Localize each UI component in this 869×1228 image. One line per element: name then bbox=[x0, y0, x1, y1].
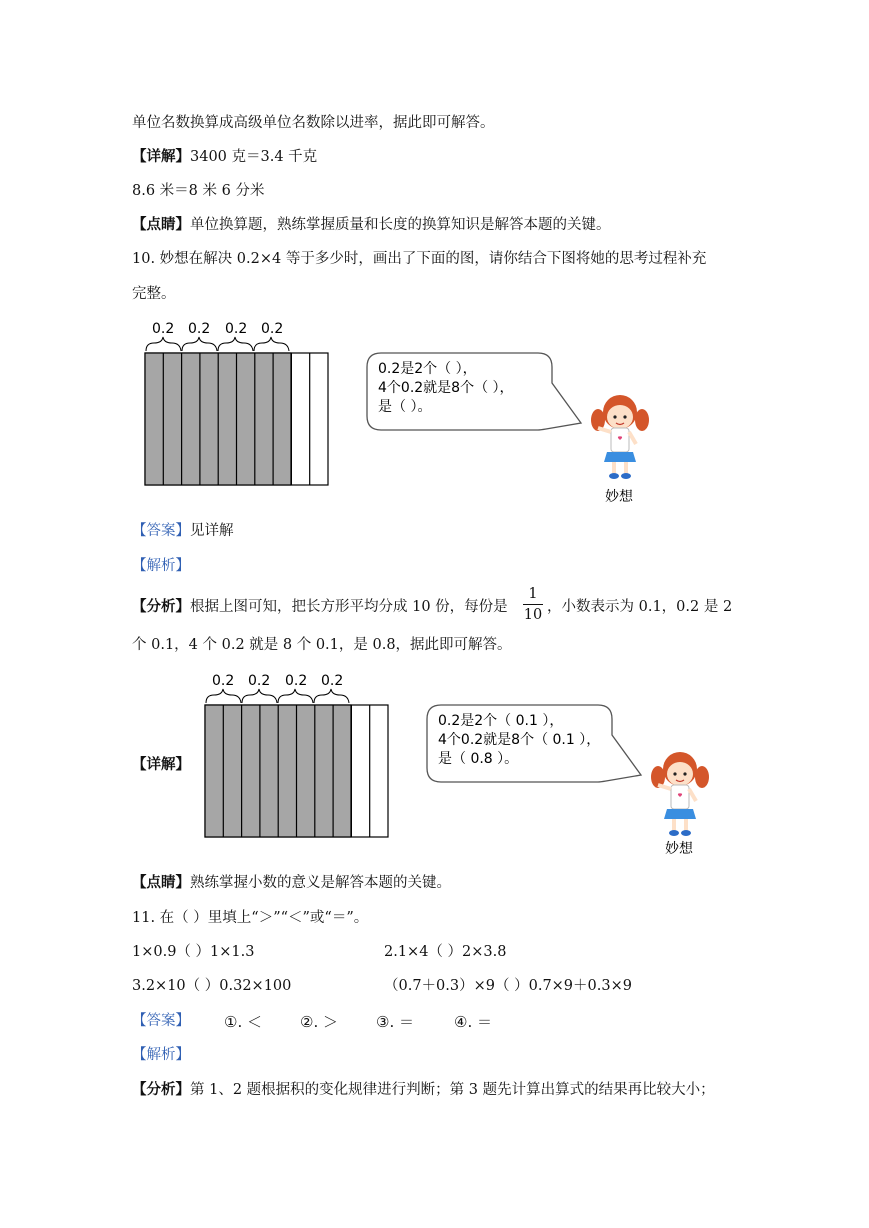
detail-line bbox=[132, 147, 317, 167]
fenxi-text: 根据上图可知，把长方形平均分成 10 份，每份是 bbox=[190, 599, 508, 615]
fenxi-text: 第 1、2 题根据积的变化规律进行判断；第 3 题先计算出算式的结果再比较大小； bbox=[190, 1082, 715, 1098]
q11-item: 1×0.9（ ）1×1.3 bbox=[132, 944, 255, 960]
question-10-cont: 完整。 bbox=[132, 286, 176, 302]
fraction bbox=[521, 585, 545, 624]
fenxi-line-2: 个 0.1，4 个 0.2 就是 8 个 0.1，是 0.8，据此即可解答。 bbox=[132, 637, 512, 653]
girl-name: 妙想 bbox=[665, 841, 693, 857]
detail-text: 3400 克＝3.4 千克 bbox=[190, 149, 318, 165]
analysis-tag-2: 【解析】 bbox=[132, 1047, 190, 1063]
answer-item: ③. ＝ bbox=[376, 1013, 414, 1031]
figure-1-braces bbox=[146, 337, 289, 351]
q11-item: 2.1×4（ ）2×3.8 bbox=[384, 944, 507, 960]
bubble-line: 是（ 0.8 ）。 bbox=[438, 751, 519, 767]
detail-tag: 【详解】 bbox=[132, 756, 190, 773]
girl-illustration bbox=[651, 752, 709, 836]
bubble-line: 0.2是2个（ 0.1 ）， bbox=[438, 713, 564, 729]
detail-tag: 【详解】 bbox=[132, 148, 190, 165]
q11-item: （0.7＋0.3）×9（ ）0.7×9＋0.3×9 bbox=[384, 978, 632, 994]
brace-label: 0.2 bbox=[188, 321, 211, 337]
answer-tag: 【答案】 bbox=[132, 523, 190, 539]
question-11: 11. 在（ ）里填上“＞”“＜”或“＝”。 bbox=[132, 910, 369, 926]
tip-tag: 【点睛】 bbox=[132, 216, 190, 233]
answer-item: ②. ＞ bbox=[300, 1013, 338, 1031]
brace-label: 0.2 bbox=[152, 321, 175, 337]
fraction-denominator: 10 bbox=[523, 607, 543, 623]
bubble-line: 4个0.2就是8个（ 0.1 ）， bbox=[438, 732, 601, 748]
answer-line bbox=[132, 521, 234, 541]
answer-tag-2: 【答案】 bbox=[132, 1013, 190, 1029]
tip-line-2 bbox=[132, 873, 451, 893]
fraction-numerator: 1 bbox=[528, 586, 538, 602]
brace-label: 0.2 bbox=[285, 673, 308, 689]
detail-tag-2 bbox=[132, 755, 190, 775]
answer-text: 见详解 bbox=[190, 523, 234, 539]
fenxi-tag: 【分析】 bbox=[132, 1081, 190, 1098]
question-10: 10. 妙想在解决 0.2×4 等于多少时，画出了下面的图，请你结合下图将她的思考过程补充 bbox=[132, 251, 707, 267]
answer-item: ④. ＝ bbox=[454, 1013, 492, 1031]
fenxi2-line bbox=[132, 1080, 715, 1100]
fenxi-text-cont: ，小数表示为 0.1，0.2 是 2 bbox=[547, 599, 733, 615]
brace-label: 0.2 bbox=[248, 673, 271, 689]
bubble-line: 是（ ）。 bbox=[378, 399, 432, 415]
figure-2 bbox=[200, 667, 720, 862]
tip-text: 熟练掌握小数的意义是解答本题的关键。 bbox=[190, 875, 451, 891]
tip-line bbox=[132, 215, 611, 235]
tip-text: 单位换算题，熟练掌握质量和长度的换算知识是解答本题的关键。 bbox=[190, 217, 611, 233]
answer-item: ①. ＜ bbox=[224, 1013, 262, 1031]
bubble-line: 0.2是2个（ ）， bbox=[378, 361, 477, 377]
girl-illustration bbox=[591, 395, 649, 479]
brace-label: 0.2 bbox=[225, 321, 248, 337]
figure-2-braces bbox=[206, 689, 349, 703]
fraction-bar bbox=[523, 604, 543, 605]
figure-2-grid bbox=[205, 705, 388, 837]
text-line: 单位名数换算成高级单位名数除以进率，据此即可解答。 bbox=[132, 115, 495, 131]
brace-label: 0.2 bbox=[261, 321, 284, 337]
fenxi-line-1 bbox=[132, 597, 508, 617]
figure-1 bbox=[140, 315, 660, 510]
brace-label: 0.2 bbox=[321, 673, 344, 689]
girl-name: 妙想 bbox=[605, 489, 633, 505]
figure-1-grid bbox=[145, 353, 328, 485]
text-line: 8.6 米＝8 米 6 分米 bbox=[132, 183, 265, 199]
analysis-tag: 【解析】 bbox=[132, 558, 190, 574]
bubble-line: 4个0.2就是8个（ ）， bbox=[378, 380, 514, 396]
q11-item: 3.2×10（ ）0.32×100 bbox=[132, 978, 292, 994]
fenxi-tag: 【分析】 bbox=[132, 598, 190, 615]
brace-label: 0.2 bbox=[212, 673, 235, 689]
tip-tag: 【点睛】 bbox=[132, 874, 190, 891]
